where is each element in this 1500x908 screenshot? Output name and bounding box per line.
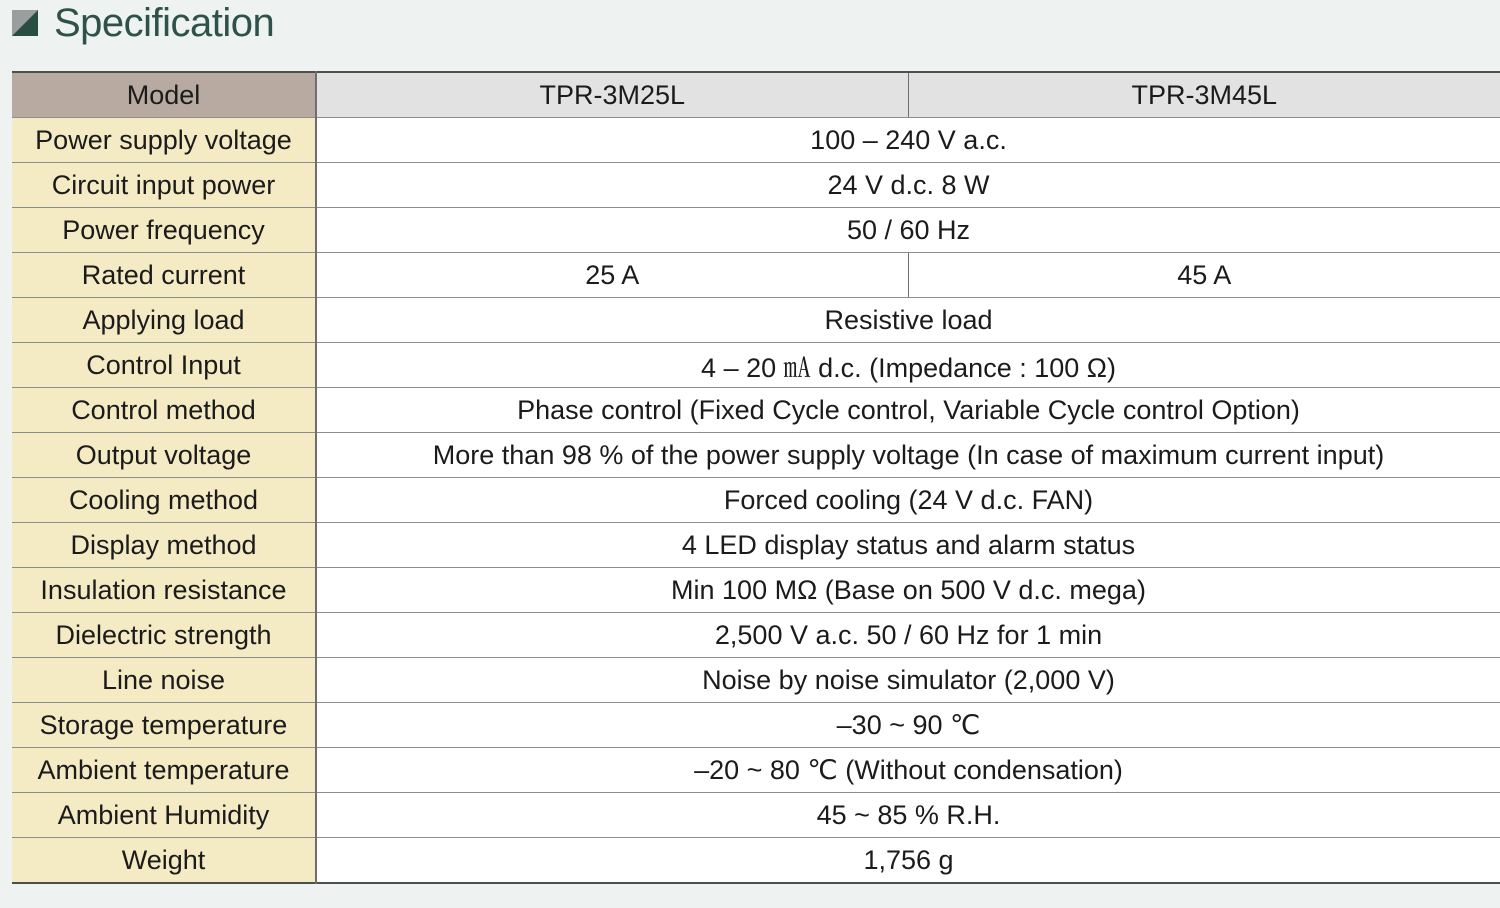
row-value: 45 ~ 85 % R.H.	[316, 793, 1500, 838]
row-label: Rated current	[12, 253, 316, 298]
row-value: 4 – 20 ㎃ d.c. (Impedance : 100 Ω)	[316, 343, 1500, 388]
row-value: 2,500 V a.c. 50 / 60 Hz for 1 min	[316, 613, 1500, 658]
row-label: Ambient Humidity	[12, 793, 316, 838]
page-title: Specification	[54, 0, 275, 45]
row-value: –20 ~ 80 ℃ (Without condensation)	[316, 748, 1500, 793]
model-name-1: TPR-3M25L	[316, 72, 908, 118]
row-label: Ambient temperature	[12, 748, 316, 793]
model-header-row	[12, 72, 1500, 118]
row-value: Min 100 MΩ (Base on 500 V d.c. mega)	[316, 568, 1500, 613]
row-label: Applying load	[12, 298, 316, 343]
row-value: Phase control (Fixed Cycle control, Variable Cycle control Option)	[316, 388, 1500, 433]
table-row	[12, 433, 1500, 478]
row-value: 4 LED display status and alarm status	[316, 523, 1500, 568]
row-value: Resistive load	[316, 298, 1500, 343]
row-label: Circuit input power	[12, 163, 316, 208]
table-row	[12, 568, 1500, 613]
table-row	[12, 253, 1500, 298]
table-row	[12, 658, 1500, 703]
specification-table	[12, 71, 1500, 884]
table-row	[12, 388, 1500, 433]
table-row	[12, 748, 1500, 793]
row-label: Control method	[12, 388, 316, 433]
table-row	[12, 163, 1500, 208]
table-row	[12, 343, 1500, 388]
table-row	[12, 613, 1500, 658]
row-label: Cooling method	[12, 478, 316, 523]
row-value: More than 98 % of the power supply voltage (In case of maximum current input)	[316, 433, 1500, 478]
row-value: Forced cooling (24 V d.c. FAN)	[316, 478, 1500, 523]
model-label: Model	[12, 72, 316, 118]
table-row	[12, 703, 1500, 748]
row-label: Display method	[12, 523, 316, 568]
table-row	[12, 838, 1500, 884]
table-row	[12, 208, 1500, 253]
row-value: –30 ~ 90 ℃	[316, 703, 1500, 748]
row-value: 1,756 g	[316, 838, 1500, 884]
row-label: Output voltage	[12, 433, 316, 478]
row-label: Dielectric strength	[12, 613, 316, 658]
row-value: 24 V d.c. 8 W	[316, 163, 1500, 208]
row-label: Insulation resistance	[12, 568, 316, 613]
table-row	[12, 298, 1500, 343]
row-value: 50 / 60 Hz	[316, 208, 1500, 253]
row-value-model-1: 25 A	[316, 253, 908, 298]
row-label: Power supply voltage	[12, 118, 316, 163]
row-value: 100 – 240 V a.c.	[316, 118, 1500, 163]
row-label: Weight	[12, 838, 316, 884]
row-value-model-2: 45 A	[908, 253, 1500, 298]
row-value: Noise by noise simulator (2,000 V)	[316, 658, 1500, 703]
row-label: Line noise	[12, 658, 316, 703]
row-label: Control Input	[12, 343, 316, 388]
section-heading	[12, 0, 274, 46]
model-name-2: TPR-3M45L	[908, 72, 1500, 118]
row-label: Power frequency	[12, 208, 316, 253]
table-row	[12, 478, 1500, 523]
table-row	[12, 523, 1500, 568]
row-label: Storage temperature	[12, 703, 316, 748]
table-row	[12, 118, 1500, 163]
square-bullet-icon	[12, 10, 38, 36]
table-row	[12, 793, 1500, 838]
